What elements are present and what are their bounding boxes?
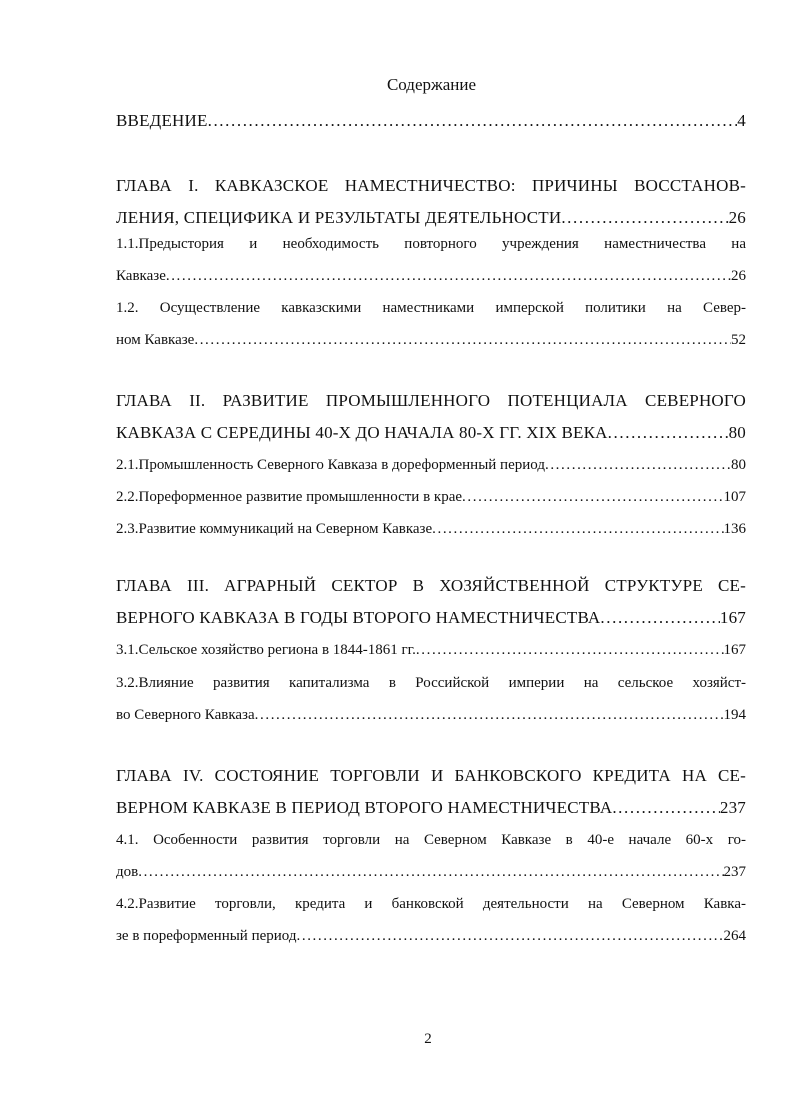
toc-entry-section-1-2[interactable] [116, 292, 746, 356]
toc-entry-chapter-3[interactable] [116, 570, 746, 634]
dot-leader [208, 105, 738, 137]
dot-leader [608, 417, 729, 449]
entry-text-line-2: ВЕРНОМ КАВКАЗЕ В ПЕРИОД ВТОРОГО НАМЕСТНИЧЕСТВА [116, 798, 613, 817]
entry-page-number: 107 [723, 489, 746, 505]
entry-text-line-2: зе в пореформенный период [116, 928, 297, 944]
dot-leader [166, 260, 731, 292]
dot-leader [545, 449, 731, 481]
entry-page-number: 194 [723, 707, 746, 723]
toc-entry-section-4-2[interactable] [116, 888, 746, 952]
entry-page-number: 167 [723, 642, 746, 658]
toc-entry-section-2-1[interactable] [116, 449, 746, 481]
toc-entry-section-2-2[interactable] [116, 481, 746, 513]
entry-page-number: 237 [723, 864, 746, 880]
entry-text-line-1: 1.1.Предыстория и необходимость повторного учреждения наместничества на [116, 236, 746, 252]
entry-text-line-1: ГЛАВА III. АГРАРНЫЙ СЕКТОР В ХОЗЯЙСТВЕННОЙ СТРУКТУРЕ СЕ- [116, 576, 746, 595]
entry-text-line-1: 4.1. Особенности развития торговли на Северном Кавказе в 40-е начале 60-х го- [116, 832, 746, 848]
entry-text: 3.1.Сельское хозяйство региона в 1844-1861 гг. [116, 642, 416, 658]
entry-text-line-2: ном Кавказе [116, 332, 195, 348]
toc-entry-section-2-3[interactable] [116, 513, 746, 545]
entry-text-line-1: 1.2. Осуществление кавказскими наместниками имперской политики на Север- [116, 300, 746, 316]
entry-text-line-2: во Северного Кавказа [116, 707, 255, 723]
toc-entry-section-3-1[interactable] [116, 634, 746, 666]
entry-text: 2.3.Развитие коммуникаций на Северном Кавказе [116, 521, 433, 537]
entry-page-number: 167 [719, 608, 746, 627]
entry-text-line-2: ЛЕНИЯ, СПЕЦИФИКА И РЕЗУЛЬТАТЫ ДЕЯТЕЛЬНОСТИ [116, 208, 562, 227]
dot-leader [612, 792, 720, 824]
entry-text-line-2: КАВКАЗА С СЕРЕДИНЫ 40-Х ДО НАЧАЛА 80-Х ГГ. XIX ВЕКА [116, 423, 608, 442]
dot-leader [297, 920, 724, 952]
entry-text-line-2: дов [116, 864, 139, 880]
entry-page-number: 52 [731, 332, 746, 348]
dot-leader [194, 324, 731, 356]
toc-entry-chapter-2[interactable] [116, 385, 746, 449]
entry-text-line-1: ГЛАВА I. КАВКАЗСКОЕ НАМЕСТНИЧЕСТВО: ПРИЧИНЫ ВОССТАНОВ- [116, 176, 746, 195]
entry-text: ВВЕДЕНИЕ [116, 111, 208, 130]
toc-title: Содержание [386, 75, 477, 94]
page-number: 2 [424, 1031, 432, 1047]
dot-leader [462, 481, 723, 513]
dot-leader [255, 699, 724, 731]
entry-text-line-1: ГЛАВА II. РАЗВИТИЕ ПРОМЫШЛЕННОГО ПОТЕНЦИАЛА СЕВЕРНОГО [116, 391, 746, 410]
entry-text: 2.2.Пореформенное развитие промышленности в крае [116, 489, 463, 505]
entry-text-line-2: Кавказе [116, 268, 166, 284]
toc-entry-section-1-1[interactable] [116, 228, 746, 292]
entry-page-number: 80 [728, 423, 746, 442]
entry-page-number: 80 [731, 457, 746, 473]
dot-leader [432, 513, 723, 545]
entry-page-number: 237 [719, 798, 746, 817]
toc-entry-section-3-2[interactable] [116, 667, 746, 731]
entry-text-line-1: ГЛАВА IV. СОСТОЯНИЕ ТОРГОВЛИ И БАНКОВСКОГО КРЕДИТА НА СЕ- [116, 766, 746, 785]
dot-leader [416, 634, 724, 666]
entry-page-number: 264 [723, 928, 746, 944]
toc-entry-chapter-4[interactable] [116, 760, 746, 824]
entry-text-line-2: ВЕРНОГО КАВКАЗА В ГОДЫ ВТОРОГО НАМЕСТНИЧЕСТВА [116, 608, 601, 627]
entry-page-number: 4 [737, 111, 746, 130]
entry-text-line-1: 3.2.Влияние развития капитализма в Российской империи на сельское хозяйст- [116, 675, 746, 691]
entry-page-number: 136 [723, 521, 746, 537]
toc-entry-introduction[interactable] [116, 105, 746, 137]
entry-text: 2.1.Промышленность Северного Кавказа в дореформенный период [116, 457, 545, 473]
entry-page-number: 26 [731, 268, 746, 284]
dot-leader [138, 856, 723, 888]
entry-page-number: 26 [728, 208, 746, 227]
dot-leader [600, 602, 719, 634]
entry-text-line-1: 4.2.Развитие торговли, кредита и банковской деятельности на Северном Кавка- [116, 896, 746, 912]
toc-entry-section-4-1[interactable] [116, 824, 746, 888]
toc-entry-chapter-1[interactable] [116, 170, 746, 234]
